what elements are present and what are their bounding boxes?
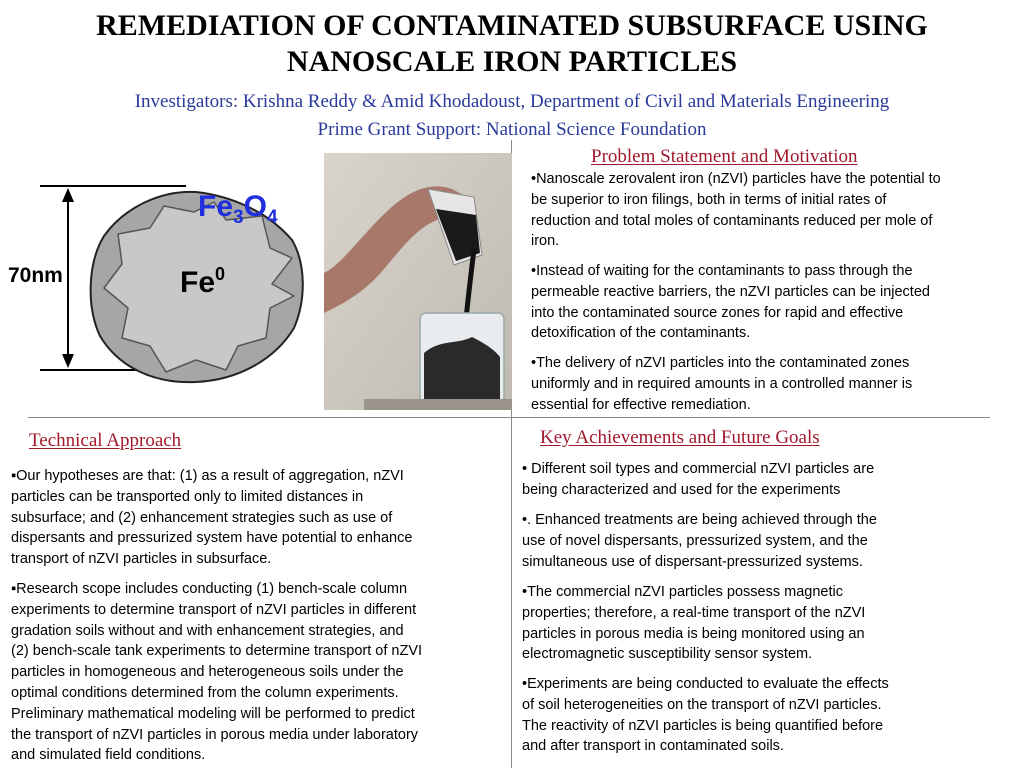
line: (2) bench-scale tank experiments to determine transport of nZVI	[11, 643, 423, 660]
line: subsurface; and (2) enhancement strategies such as use of	[11, 509, 393, 526]
line: detoxification of the contaminants.	[531, 325, 751, 342]
line: particles in homogeneous and heterogeneous soils under the	[11, 664, 404, 681]
nanoparticle-diagram	[0, 150, 320, 400]
line: gradation soils without and with enhancement strategies, and	[11, 622, 404, 639]
line: permeable reactive barriers, the nZVI particles can be injected	[531, 283, 930, 300]
formula-sub-3: 3	[233, 207, 244, 228]
line: electromagnetic susceptibility sensor system.	[522, 646, 813, 663]
line: simultaneous use of dispersant-pressurized systems.	[522, 553, 863, 570]
line: use of novel dispersants, pressurized system, and the	[522, 532, 868, 549]
technical-item-1	[11, 466, 412, 570]
core-fe: Fe	[180, 266, 216, 299]
dimension-arrow-down-icon	[62, 354, 74, 368]
line: •Experiments are being conducted to evaluate the effects	[522, 676, 889, 692]
problem-item-3	[531, 353, 912, 415]
line: optimal conditions determined from the column experiments.	[11, 684, 399, 701]
line: ▪Research scope includes conducting (1) bench-scale column	[11, 581, 408, 597]
line: of soil heterogeneities on the transport of nZVI particles.	[522, 696, 882, 713]
line: and simulated field conditions.	[11, 747, 206, 764]
line: experiments to determine transport of nZVI particles in different	[11, 601, 417, 618]
line: ▪Our hypotheses are that: (1) as a result of aggregation, nZVI	[11, 468, 404, 484]
line: and after transport in contaminated soils.	[522, 738, 784, 755]
technical-heading: Technical Approach	[29, 430, 182, 451]
line: properties; therefore, a real-time transport of the nZVI	[522, 604, 866, 621]
line: •. Enhanced treatments are being achieved through the	[522, 512, 877, 528]
problem-item-1	[531, 169, 941, 252]
formula-fe: Fe	[198, 190, 234, 223]
line: be superior to iron filings, both in terms of initial rates of	[531, 191, 887, 208]
line: essential for effective remediation.	[531, 396, 751, 413]
line: particles can be transported only to limited distances in	[11, 488, 364, 505]
title-line-1: REMEDIATION OF CONTAMINATED SUBSURFACE USING	[96, 9, 928, 42]
achievement-item-1	[522, 459, 874, 501]
beaker-pouring-photo	[324, 153, 512, 410]
line: • Different soil types and commercial nZVI particles are	[522, 461, 875, 477]
line: The reactivity of nZVI particles is being quantified before	[522, 717, 884, 734]
horizontal-divider	[28, 417, 990, 418]
formula-sub-4: 4	[266, 207, 278, 228]
line: the transport of nZVI particles in porous media under laboratory	[11, 726, 419, 743]
shell-formula	[198, 190, 278, 228]
line: •Instead of waiting for the contaminants to pass through the	[531, 263, 913, 279]
achievements-heading: Key Achievements and Future Goals	[540, 427, 820, 448]
line: uniformly and in required amounts in a controlled manner is	[531, 375, 913, 392]
achievement-item-3	[522, 582, 865, 665]
title-line-2: NANOSCALE IRON PARTICLES	[286, 45, 738, 78]
line: being characterized and used for the experiments	[522, 481, 841, 498]
line: •Nanoscale zerovalent iron (nZVI) particles have the potential to	[531, 171, 941, 187]
core-sup-0: 0	[215, 264, 226, 284]
line: Preliminary mathematical modeling will be performed to predict	[11, 705, 415, 722]
dimension-arrow-up-icon	[62, 188, 74, 202]
line: dispersants and pressurized system have potential to enhance	[11, 530, 413, 547]
line: •The commercial nZVI particles possess magnetic	[522, 584, 843, 600]
problem-heading: Problem Statement and Motivation	[591, 146, 858, 167]
poster-title	[0, 8, 1024, 80]
line: transport of nZVI particles in subsurface.	[11, 551, 272, 568]
line: •The delivery of nZVI particles into the contaminated zones	[531, 355, 910, 371]
achievement-item-2	[522, 510, 877, 572]
line: reduction and total moles of contaminants reduced per mole of	[531, 212, 933, 229]
line: iron.	[531, 233, 560, 250]
technical-item-2	[11, 579, 422, 766]
achievement-item-4	[522, 674, 889, 757]
grant-line: Prime Grant Support: National Science Foundation	[317, 119, 707, 140]
formula-o: O	[243, 190, 267, 223]
investigators-line: Investigators: Krishna Reddy & Amid Khodadoust, Department of Civil and Materials Engineering	[134, 91, 890, 112]
problem-item-2	[531, 261, 930, 344]
line: into the contaminated source zones for rapid and effective	[531, 304, 904, 321]
line: particles in porous media is being monitored using an	[522, 625, 865, 642]
size-label: 70nm	[8, 264, 63, 287]
